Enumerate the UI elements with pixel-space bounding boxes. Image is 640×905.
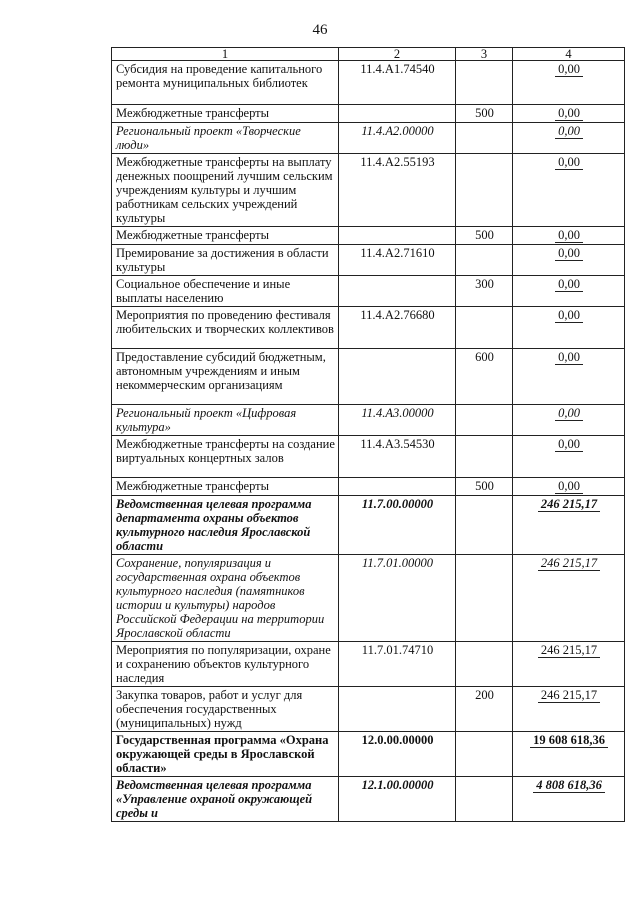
table-row: [112, 777, 625, 822]
row-name-cell: Мероприятия по проведению фестиваля любительских и творческих коллективов: [112, 307, 339, 349]
table-row: [112, 732, 625, 777]
amount-value: 0,00: [555, 107, 583, 121]
row-amount-cell: [513, 405, 625, 436]
row-amount-cell: [513, 478, 625, 496]
row-code-cell: 11.4.A2.00000: [339, 123, 456, 154]
row-amount-cell: [513, 105, 625, 123]
row-type-cell: [456, 154, 513, 227]
row-name-cell: Социальное обеспечение и иные выплаты населению: [112, 276, 339, 307]
amount-value: 0,00: [555, 480, 583, 494]
row-name-cell: Межбюджетные трансферты: [112, 478, 339, 496]
row-amount-cell: [513, 154, 625, 227]
budget-table: [111, 47, 625, 822]
table-row: [112, 61, 625, 105]
row-name-cell: Межбюджетные трансферты: [112, 105, 339, 123]
amount-value: 246 215,17: [538, 557, 600, 571]
table-row: [112, 642, 625, 687]
row-code-cell: [339, 349, 456, 405]
row-type-cell: 300: [456, 276, 513, 307]
amount-value: 0,00: [555, 156, 583, 170]
row-code-cell: 11.4.A2.71610: [339, 245, 456, 276]
row-amount-cell: [513, 123, 625, 154]
row-amount-cell: [513, 555, 625, 642]
row-type-cell: 200: [456, 687, 513, 732]
row-amount-cell: [513, 227, 625, 245]
column-header: 2: [339, 48, 456, 61]
amount-value: 19 608 618,36: [530, 734, 608, 748]
row-code-cell: 11.7.01.00000: [339, 555, 456, 642]
table-body: [112, 61, 625, 822]
row-amount-cell: [513, 276, 625, 307]
table-row: [112, 276, 625, 307]
row-code-cell: 11.4.A3.00000: [339, 405, 456, 436]
row-type-cell: [456, 642, 513, 687]
row-type-cell: [456, 436, 513, 478]
row-code-cell: 11.4.A2.55193: [339, 154, 456, 227]
amount-value: 0,00: [555, 407, 583, 421]
table-row: [112, 123, 625, 154]
column-header: 1: [112, 48, 339, 61]
table-header-row: [112, 48, 625, 61]
row-type-cell: [456, 123, 513, 154]
column-header: 4: [513, 48, 625, 61]
row-code-cell: [339, 276, 456, 307]
row-type-cell: [456, 405, 513, 436]
page-number: 46: [312, 22, 328, 38]
row-amount-cell: [513, 349, 625, 405]
row-type-cell: [456, 732, 513, 777]
row-name-cell: Межбюджетные трансферты на создание виртуальных концертных залов: [112, 436, 339, 478]
table-row: [112, 478, 625, 496]
row-amount-cell: [513, 642, 625, 687]
row-code-cell: [339, 687, 456, 732]
row-type-cell: [456, 777, 513, 822]
table-row: [112, 105, 625, 123]
row-type-cell: [456, 245, 513, 276]
row-type-cell: 500: [456, 227, 513, 245]
row-name-cell: Премирование за достижения в области культуры: [112, 245, 339, 276]
amount-value: 246 215,17: [538, 498, 600, 512]
row-name-cell: Государственная программа «Охрана окружающей среды в Ярославской области»: [112, 732, 339, 777]
row-name-cell: Ведомственная целевая программа департамента охраны объектов культурного наследия Ярославской области: [112, 496, 339, 555]
amount-value: 0,00: [555, 125, 583, 139]
row-type-cell: [456, 307, 513, 349]
row-amount-cell: [513, 245, 625, 276]
table-row: [112, 687, 625, 732]
row-code-cell: [339, 478, 456, 496]
row-code-cell: [339, 105, 456, 123]
table-row: [112, 245, 625, 276]
table-row: [112, 555, 625, 642]
row-code-cell: [339, 227, 456, 245]
row-name-cell: Предоставление субсидий бюджетным, автономным учреждениям и иным некоммерческим организациям: [112, 349, 339, 405]
amount-value: 4 808 618,36: [533, 779, 605, 793]
table-row: [112, 349, 625, 405]
row-name-cell: Межбюджетные трансферты на выплату денежных поощрений лучшим сельским учреждениям культуры и лучшим работникам сельских учреждений культуры: [112, 154, 339, 227]
row-code-cell: 12.1.00.00000: [339, 777, 456, 822]
row-name-cell: Закупка товаров, работ и услуг для обеспечения государственных (муниципальных) нужд: [112, 687, 339, 732]
row-name-cell: Мероприятия по популяризации, охране и сохранению объектов культурного наследия: [112, 642, 339, 687]
row-amount-cell: [513, 777, 625, 822]
amount-value: 0,00: [555, 438, 583, 452]
row-name-cell: Региональный проект «Творческие люди»: [112, 123, 339, 154]
row-code-cell: 11.7.00.00000: [339, 496, 456, 555]
row-amount-cell: [513, 687, 625, 732]
row-name-cell: Межбюджетные трансферты: [112, 227, 339, 245]
row-name-cell: Ведомственная целевая программа «Управление охраной окружающей среды и: [112, 777, 339, 822]
table-row: [112, 154, 625, 227]
row-code-cell: 11.4.A2.76680: [339, 307, 456, 349]
row-amount-cell: [513, 496, 625, 555]
amount-value: 0,00: [555, 351, 583, 365]
amount-value: 0,00: [555, 247, 583, 261]
amount-value: 0,00: [555, 278, 583, 292]
row-amount-cell: [513, 732, 625, 777]
row-type-cell: 600: [456, 349, 513, 405]
amount-value: 0,00: [555, 229, 583, 243]
table-row: [112, 405, 625, 436]
table-row: [112, 496, 625, 555]
row-type-cell: 500: [456, 105, 513, 123]
row-code-cell: 12.0.00.00000: [339, 732, 456, 777]
amount-value: 0,00: [555, 309, 583, 323]
column-header: 3: [456, 48, 513, 61]
row-amount-cell: [513, 61, 625, 105]
row-amount-cell: [513, 436, 625, 478]
amount-value: 246 215,17: [538, 644, 600, 658]
amount-value: 0,00: [555, 63, 583, 77]
row-code-cell: 11.7.01.74710: [339, 642, 456, 687]
row-code-cell: 11.4.A1.74540: [339, 61, 456, 105]
table-row: [112, 307, 625, 349]
row-name-cell: Субсидия на проведение капитального ремонта муниципальных библиотек: [112, 61, 339, 105]
amount-value: 246 215,17: [538, 689, 600, 703]
row-name-cell: Сохранение, популяризация и государственная охрана объектов культурного наследия (памятников истории и культуры) народов Российской Федерации на территории Ярославской области: [112, 555, 339, 642]
row-type-cell: [456, 496, 513, 555]
table-row: [112, 436, 625, 478]
row-type-cell: [456, 555, 513, 642]
row-amount-cell: [513, 307, 625, 349]
table-row: [112, 227, 625, 245]
row-type-cell: [456, 61, 513, 105]
row-code-cell: 11.4.A3.54530: [339, 436, 456, 478]
row-type-cell: 500: [456, 478, 513, 496]
row-name-cell: Региональный проект «Цифровая культура»: [112, 405, 339, 436]
